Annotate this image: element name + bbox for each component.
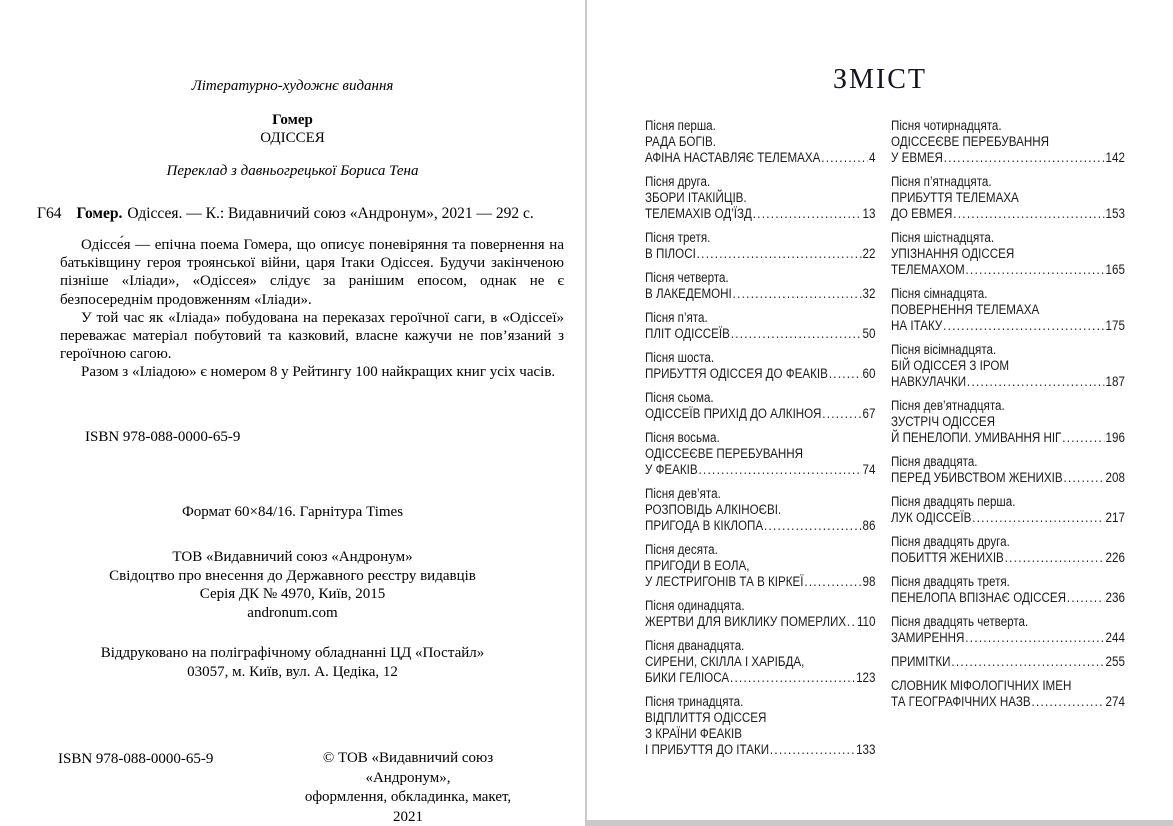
toc-page-number: 13 [862, 206, 876, 221]
toc-entry [645, 174, 875, 222]
edition-note: Літературно-художнє видання [191, 78, 394, 94]
dot-leader [731, 326, 862, 342]
toc-leader-line [891, 654, 1125, 670]
dot-leader [965, 630, 1104, 646]
toc-entry-line: Пісня третя. [645, 230, 711, 245]
isbn-line: ISBN 978-088-0000-65-9 [85, 429, 241, 445]
toc-entry-title: ОДІССЕЇВ ПРИХІД ДО АЛКІНОЯ [645, 406, 822, 421]
toc-leader-line [891, 262, 1125, 278]
toc-entry-line: Пісня сьома. [645, 390, 714, 405]
toc-entry-line: Пісня двадцять четверта. [891, 614, 1029, 629]
toc-leader-line [645, 366, 875, 382]
toc-leader-line [891, 590, 1125, 606]
toc-entry-line: ПРИГОДИ В ЕОЛА, [645, 558, 750, 573]
toc-leader-line [645, 742, 875, 758]
toc-leader-line [891, 470, 1125, 486]
toc-entry-line: Пісня двадцять друга. [891, 534, 1010, 549]
text-line: © ТОВ «Видавничий союз «Андронум», [322, 750, 494, 786]
dot-leader [1067, 590, 1105, 606]
toc-leader-line [891, 430, 1125, 446]
toc-entry-line: УПІЗНАННЯ ОДІССЕЯ [891, 246, 1015, 261]
toc-entry [645, 350, 875, 382]
toc-entry-line: СИРЕНИ, СКІЛЛА І ХАРІБДА, [645, 654, 805, 669]
toc-entry-title: ПОБИТТЯ ЖЕНИХІВ [891, 550, 1004, 565]
dot-leader [822, 406, 861, 422]
toc-entry-line: БІЙ ОДІССЕЯ З ІРОМ [891, 358, 1010, 373]
toc-page-number: 236 [1105, 590, 1125, 605]
toc-entry-title: У ЕВМЕЯ [891, 150, 943, 165]
toc-entry [891, 678, 1125, 710]
toc-entry-line: Пісня дев’ятнадцята. [891, 398, 1005, 413]
toc-entry [891, 286, 1125, 334]
toc-entry-line: ПОВЕРНЕННЯ ТЕЛЕМАХА [891, 302, 1040, 317]
catalog-code: Г64 [37, 205, 62, 222]
catalog-entry [37, 205, 565, 223]
toc-entry-title: В ПІЛОСІ [645, 246, 696, 261]
dot-leader [1031, 694, 1104, 710]
toc-entry-line: Пісня восьма. [645, 430, 720, 445]
toc-entry-title: ПЕРЕД УБИВСТВОМ ЖЕНИХІВ [891, 470, 1063, 485]
toc-entry-title: ТА ГЕОГРАФІЧНИХ НАЗВ [891, 694, 1031, 709]
annotation-paragraph: У той час як «Іліада» побудована на переказах героїчної саги, в «Одіссеї» переважає матеріал побутовий та казковий, власне кажучи не пов’язаний з героїчною сагою. [60, 309, 564, 363]
text-line: Серія ДК № 4970, Київ, 2015 [199, 586, 386, 603]
toc-page-number: 175 [1105, 318, 1125, 333]
toc-entry-line: Пісня шоста. [645, 350, 715, 365]
toc-entry [645, 230, 875, 262]
annotation-paragraph: Одіссе́я — епічна поема Гомера, що описує поневіряння та повернення на батьківщину героя троянської війни, царя Ітаки Одіссея. Будучи закінченою пізніше «Іліади», «Одіссея» слідує за ранішим епосом, однак не є безпосереднім продовженням «Іліади». [60, 237, 564, 308]
toc-entry-line: Пісня тринадцята. [645, 694, 744, 709]
dot-leader [730, 670, 855, 686]
toc-entry-title: ЗАМИРЕННЯ [891, 630, 965, 645]
toc-leader-line [891, 510, 1125, 526]
toc-entry-title: І ПРИБУТТЯ ДО ІТАКИ [645, 742, 770, 757]
dot-leader [1005, 550, 1105, 566]
toc-entry [645, 118, 875, 166]
toc-entry [645, 430, 875, 478]
toc-page-number: 86 [862, 518, 876, 533]
toc-entry [645, 542, 875, 590]
toc-entry-line: СЛОВНИК МІФОЛОГІЧНИХ ІМЕН [891, 678, 1072, 693]
toc-leader-line [645, 462, 875, 478]
toc-entry-line: Пісня п’ята. [645, 310, 708, 325]
toc-column-right [891, 118, 1125, 718]
format-line: Формат 60×84/16. Гарнітура Times [181, 504, 404, 520]
author-name: Гомер [272, 112, 313, 128]
toc-entry [891, 614, 1125, 646]
page-edge-strip [587, 820, 1173, 826]
dot-leader [847, 614, 856, 630]
dot-leader [943, 318, 1105, 334]
toc-entry [645, 694, 875, 758]
toc-entry-line: Пісня двадцята. [891, 454, 978, 469]
toc-page-number: 74 [862, 462, 876, 477]
text-line: 03057, м. Київ, вул. А. Цедіка, 12 [187, 663, 398, 680]
toc-page-number: 165 [1105, 262, 1125, 277]
toc-leader-line [645, 246, 875, 262]
toc-entry-line: Пісня двадцять третя. [891, 574, 1010, 589]
toc-leader-line [891, 694, 1125, 710]
toc-leader-line [645, 670, 875, 686]
toc-entry-line: РОЗПОВІДЬ АЛКІНОЄВІ. [645, 502, 782, 517]
toc-entry-title: ПРИМІТКИ [891, 654, 951, 669]
toc-page-number: 98 [862, 574, 876, 589]
toc-entry-line: Пісня друга. [645, 174, 711, 189]
toc-entry-title: У ФЕАКІВ [645, 462, 698, 477]
dot-leader [764, 518, 862, 534]
toc-page-number: 274 [1105, 694, 1125, 709]
toc-page-number: 142 [1105, 150, 1125, 165]
toc-page-number: 244 [1105, 630, 1125, 645]
toc-page-number: 187 [1105, 374, 1125, 389]
toc-entry-line: РАДА БОГІВ. [645, 134, 716, 149]
toc-leader-line [645, 518, 875, 534]
dot-leader [972, 510, 1104, 526]
toc-leader-line [645, 326, 875, 342]
toc-page-number: 208 [1105, 470, 1125, 485]
toc-page [587, 0, 1173, 826]
toc-entry-line: ВІДПЛИТТЯ ОДІССЕЯ [645, 710, 767, 725]
toc-leader-line [645, 574, 875, 590]
toc-entry-line: Пісня шістнадцята. [891, 230, 995, 245]
toc-entry-title: НА ІТАКУ [891, 318, 943, 333]
toc-entry-title: ЖЕРТВИ ДЛЯ ВИКЛИКУ ПОМЕРЛИХ [645, 614, 847, 629]
toc-entry-title: ПРИБУТТЯ ОДІССЕЯ ДО ФЕАКІВ [645, 366, 828, 381]
toc-page-number: 217 [1105, 510, 1125, 525]
toc-page-number: 32 [862, 286, 876, 301]
dot-leader [1062, 430, 1104, 446]
print-block [0, 644, 585, 681]
text-line: Свідоцтво про внесення до Державного реєстру видавців [109, 567, 476, 584]
toc-leader-line [891, 630, 1125, 646]
toc-entry-line: Пісня двадцять перша. [891, 494, 1016, 509]
toc-entry-line: Пісня вісімнадцята. [891, 342, 997, 357]
toc-entry-line: Пісня десята. [645, 542, 718, 557]
toc-entry-title: В ЛАКЕДЕМОНІ [645, 286, 732, 301]
toc-leader-line [891, 206, 1125, 222]
annotation-paragraph: Разом з «Іліадою» є номером 8 у Рейтингу 100 найкращих книг усіх часів. [81, 364, 556, 381]
toc-entry-line: Пісня перша. [645, 118, 716, 133]
toc-title: ЗМІСТ [832, 64, 928, 95]
toc-page-number: 153 [1105, 206, 1125, 221]
book-title: ОДІССЕЯ [260, 130, 325, 146]
dot-leader [944, 150, 1105, 166]
toc-entry [645, 390, 875, 422]
text-line: ТОВ «Видавничий союз «Андронум» [172, 549, 413, 565]
toc-entry-line: ЗБОРИ ІТАКІЙЦІВ. [645, 190, 747, 205]
toc-entry [891, 534, 1125, 566]
toc-entry-line: Пісня сімнадцята. [891, 286, 988, 301]
dot-leader [804, 574, 861, 590]
toc-entry [645, 310, 875, 342]
toc-entry-line: ОДІССЕЄВЕ ПЕРЕБУВАННЯ [645, 446, 803, 461]
toc-leader-line [645, 406, 875, 422]
publisher-block [0, 548, 585, 622]
toc-entry-title: ПЕНЕЛОПА ВПІЗНАЄ ОДІССЕЯ [891, 590, 1066, 605]
toc-entry-title: У ЛЕСТРИГОНІВ ТА В КІРКЕЇ [645, 574, 804, 589]
dot-leader [753, 206, 862, 222]
toc-leader-line [645, 150, 875, 166]
toc-leader-line [891, 150, 1125, 166]
toc-entry-title: ТЕЛЕМАХІВ ОД’ЇЗД [645, 206, 752, 221]
dot-leader [967, 374, 1105, 390]
toc-entry [891, 174, 1125, 222]
toc-page-number: 226 [1105, 550, 1125, 565]
toc-page-number: 133 [856, 742, 876, 757]
toc-column-left [645, 118, 875, 766]
toc-entry [891, 398, 1125, 446]
toc-entry [891, 574, 1125, 606]
toc-page-number: 4 [869, 150, 876, 165]
toc-leader-line [645, 286, 875, 302]
toc-page-number: 22 [862, 246, 876, 261]
catalog-author: Гомер. [76, 205, 123, 222]
toc-entry-line: ПРИБУТТЯ ТЕЛЕМАХА [891, 190, 1019, 205]
toc-entry-line: З КРАЇНИ ФЕАКІВ [645, 726, 742, 741]
toc-leader-line [645, 614, 875, 630]
text-line: оформлення, обкладинка, макет, 2021 [304, 789, 512, 825]
toc-entry-title: ДО ЕВМЕЯ [891, 206, 953, 221]
dot-leader [1064, 470, 1105, 486]
catalog-text [76, 205, 533, 223]
footer-isbn: ISBN 978-088-0000-65-9 [58, 751, 214, 767]
toc-page-number: 110 [856, 614, 876, 629]
toc-entry-line: Пісня одинадцята. [645, 598, 745, 613]
footer-copyright [288, 749, 528, 826]
toc-entry [645, 270, 875, 302]
toc-entry-title: ЛУК ОДІССЕЇВ [891, 510, 972, 525]
toc-entry-line: ЗУСТРІЧ ОДІССЕЯ [891, 414, 996, 429]
toc-page-number: 60 [862, 366, 876, 381]
translation-note: Переклад з давньогрецької Бориса Тена [166, 163, 419, 179]
colophon-page [0, 0, 585, 826]
toc-entry [891, 230, 1125, 278]
toc-entry-line: Пісня дванадцята. [645, 638, 745, 653]
toc-entry [645, 638, 875, 686]
dot-leader [951, 654, 1104, 670]
dot-leader [829, 366, 862, 382]
toc-entry [645, 598, 875, 630]
toc-entry [891, 454, 1125, 486]
toc-entry-line: Пісня п’ятнадцята. [891, 174, 992, 189]
toc-leader-line [891, 318, 1125, 334]
toc-entry [891, 342, 1125, 390]
toc-entry-title: Й ПЕНЕЛОПИ. УМИВАННЯ НІГ [891, 430, 1062, 445]
toc-page-number: 67 [862, 406, 876, 421]
toc-leader-line [891, 374, 1125, 390]
toc-entry [645, 486, 875, 534]
dot-leader [821, 150, 868, 166]
dot-leader [699, 462, 862, 478]
toc-entry [891, 118, 1125, 166]
toc-entry [891, 654, 1125, 670]
dot-leader [770, 742, 855, 758]
toc-page-number: 50 [862, 326, 876, 341]
toc-page-number: 196 [1105, 430, 1125, 445]
annotation [60, 236, 564, 382]
dot-leader [953, 206, 1104, 222]
toc-entry-title: ПРИГОДА В КІКЛОПА [645, 518, 764, 533]
text-line: Віддруковано на поліграфічному обладнанні ЦД «Постайл» [100, 645, 485, 661]
text-line: andronum.com [247, 604, 338, 621]
toc-entry-line: Пісня четверта. [645, 270, 729, 285]
toc-entry-title: БИКИ ГЕЛІОСА [645, 670, 730, 685]
dot-leader [966, 262, 1105, 278]
dot-leader [733, 286, 862, 302]
toc-page-number: 123 [856, 670, 876, 685]
toc-entry-title: ПЛІТ ОДІССЕЇВ [645, 326, 730, 341]
toc-entry-title: ТЕЛЕМАХОМ [891, 262, 965, 277]
toc-entry-title: НАВКУЛАЧКИ [891, 374, 967, 389]
dot-leader [697, 246, 862, 262]
toc-entry-line: ОДІССЕЄВЕ ПЕРЕБУВАННЯ [891, 134, 1049, 149]
toc-leader-line [891, 550, 1125, 566]
toc-entry-line: Пісня чотирнадцята. [891, 118, 1002, 133]
toc-entry-line: Пісня дев’ята. [645, 486, 721, 501]
catalog-rest: Одіссея. — К.: Видавничий союз «Андронум», 2021 — 292 с. [127, 205, 534, 222]
toc-entry [891, 494, 1125, 526]
toc-page-number: 255 [1105, 654, 1125, 669]
toc-entry-title: АФІНА НАСТАВЛЯЄ ТЕЛЕМАХА [645, 150, 821, 165]
toc-leader-line [645, 206, 875, 222]
